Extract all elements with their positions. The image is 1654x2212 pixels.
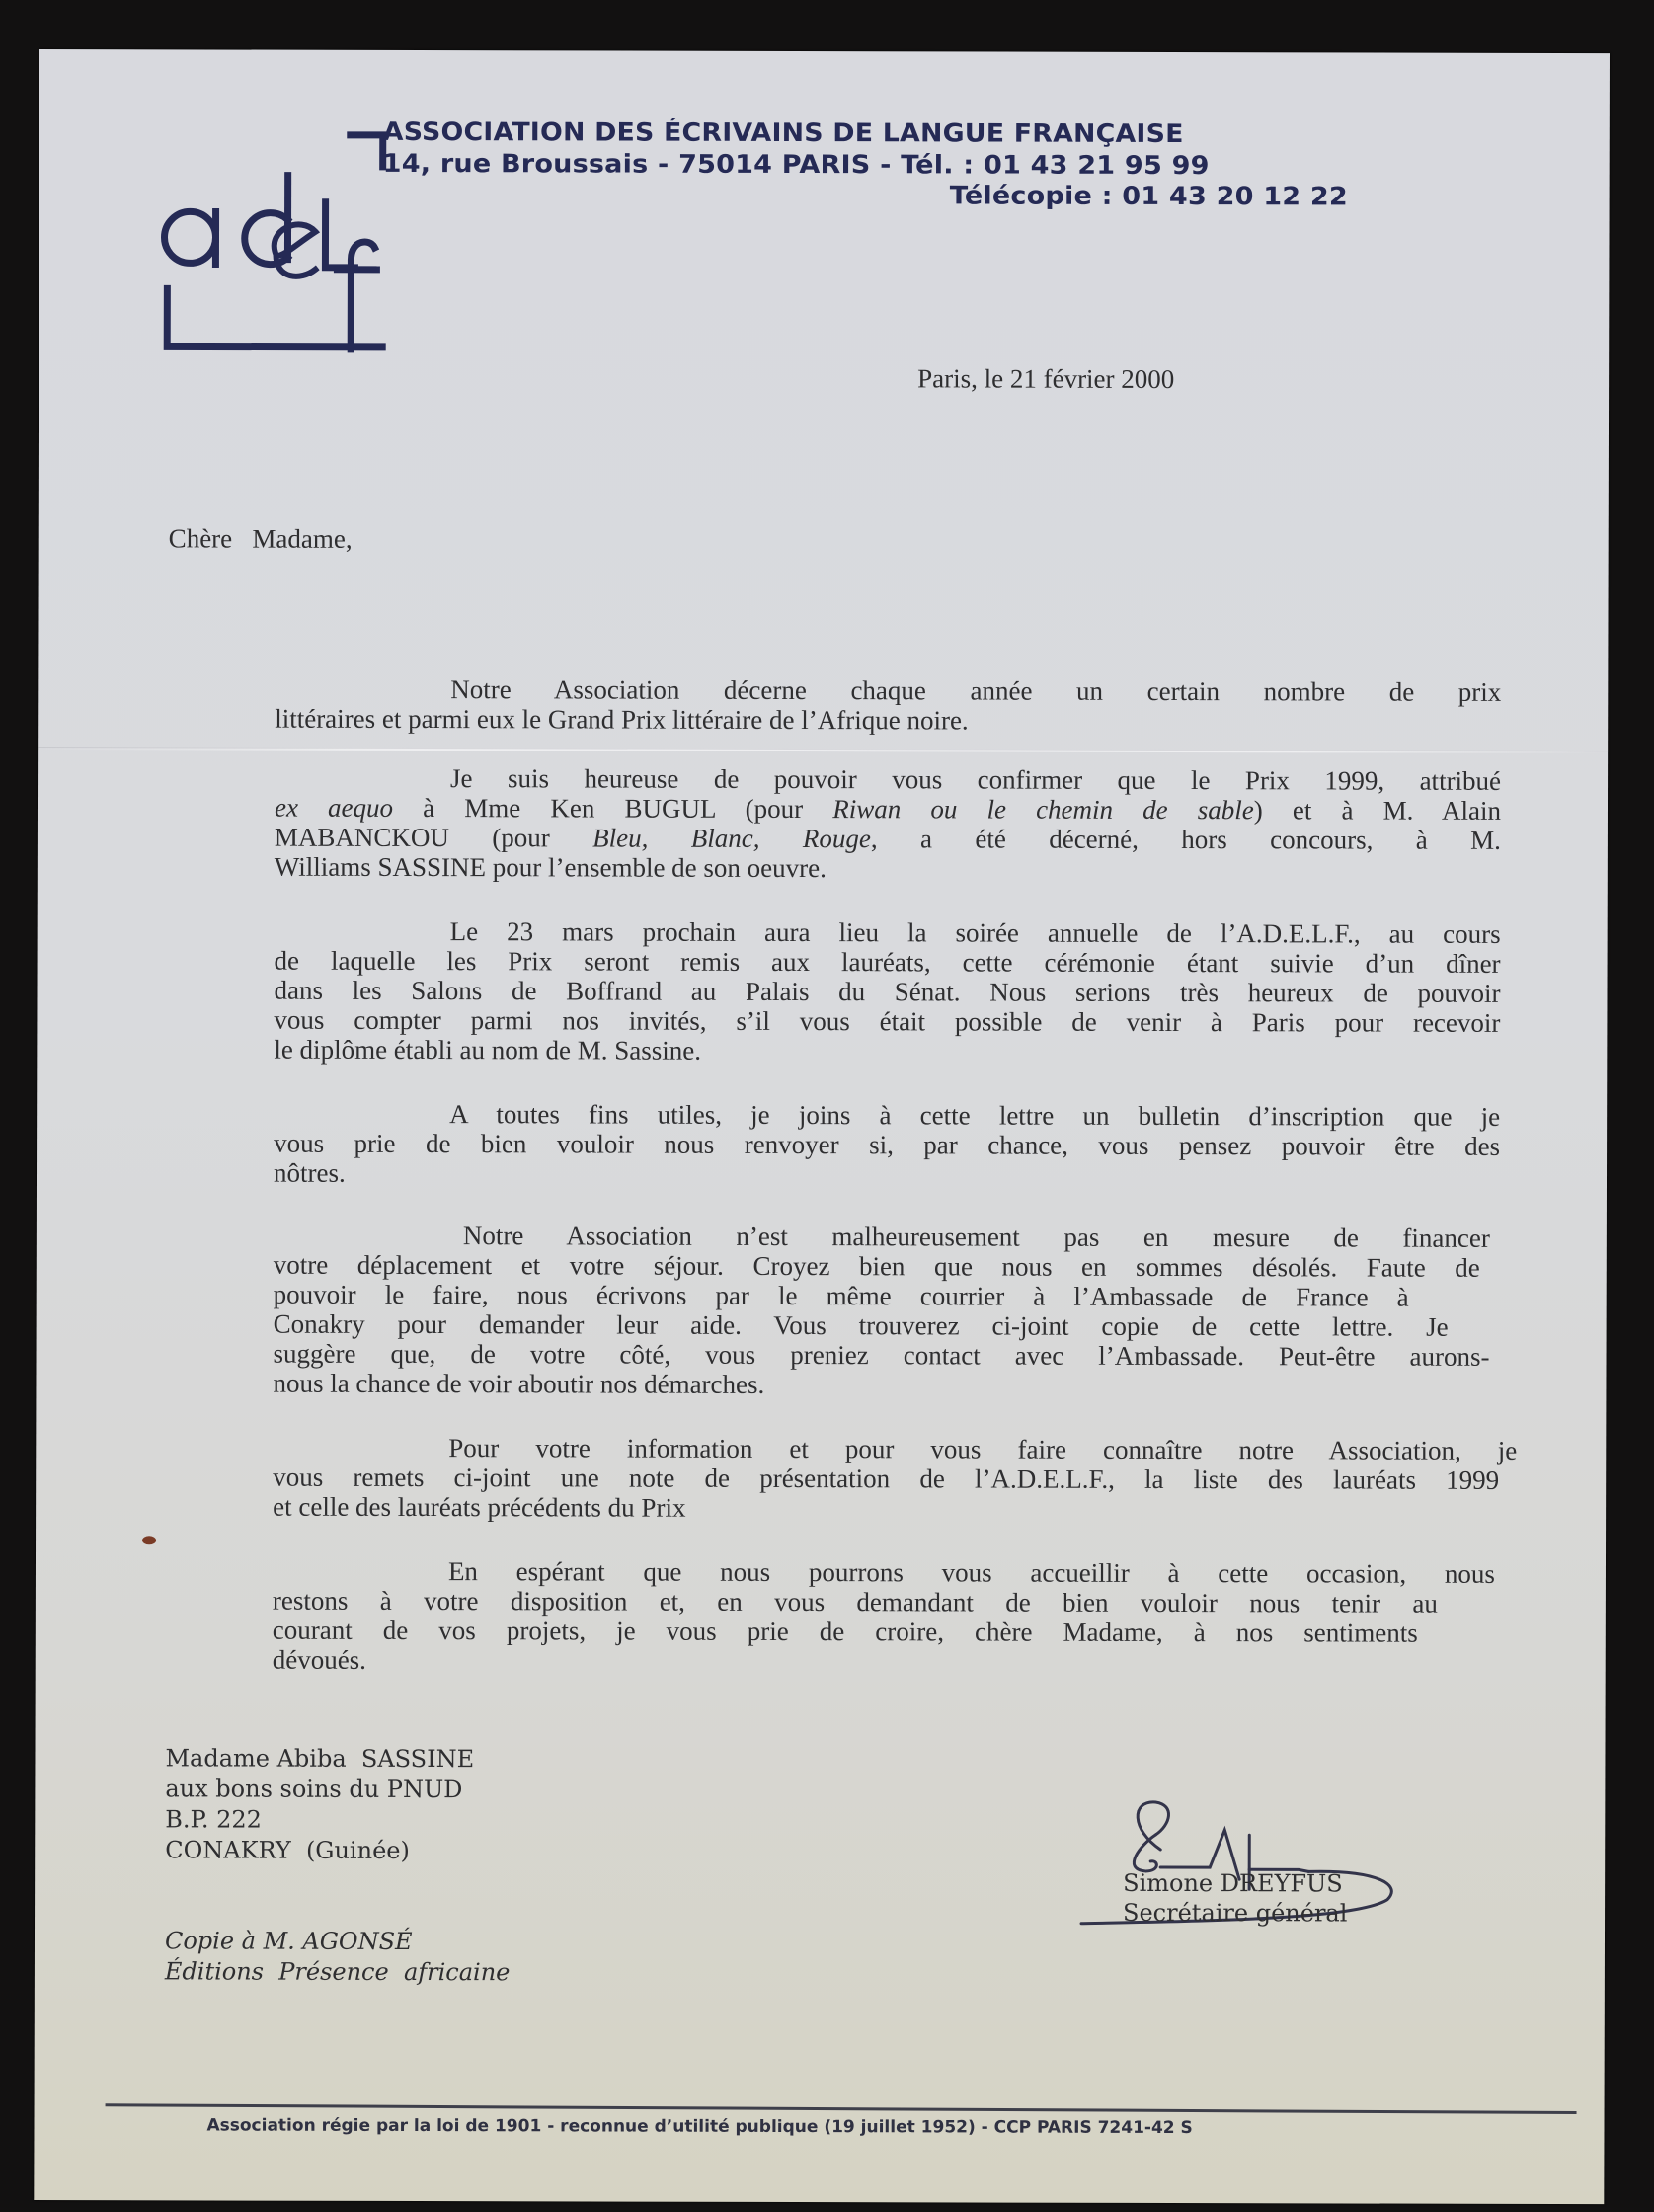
organization-fax: Télécopie : 01 43 20 12 22 xyxy=(949,181,1348,212)
paragraph-2-line-3: MABANCKOU (pour Bleu, Blanc, Rouge, a été décerné, hors concours, à M. xyxy=(274,822,1501,855)
paragraph-1-line-2: littéraires et parmi eux le Grand Prix littéraire de l’Afrique noire. xyxy=(275,703,969,736)
signatory-name: Simone DREYFUS xyxy=(1123,1868,1343,1898)
paragraph-7-line-3: courant de vos projets, je vous prie de croire, chère Madame, à nos sentiments xyxy=(272,1615,1418,1648)
paragraph-6-line-3: et celle des lauréats précédents du Prix xyxy=(273,1491,686,1523)
paragraph-3-line-2: de laquelle les Prix seront remis aux lauréats, cette cérémonie étant suivie d’un dîner xyxy=(274,945,1501,979)
italic-ex-aequo: ex aequo xyxy=(274,792,394,823)
paragraph-3-line-3: dans les Salons de Boffrand au Palais du Sénat. Nous serions très heureux de pouvoir xyxy=(274,975,1501,1008)
letter-page xyxy=(34,49,1610,2204)
italic-book-title-riwan: Riwan ou le chemin de sable xyxy=(832,794,1254,826)
paragraph-3-line-5: le diplôme établi au nom de M. Sassine. xyxy=(274,1034,702,1066)
paragraph-2-line-2: ex aequo à Mme Ken BUGUL (pour Riwan ou le chemin de sable) et à M. Alain xyxy=(274,792,1502,826)
recipient-care-of: aux bons soins du PNUD xyxy=(165,1775,463,1804)
paragraph-2-line-4: Williams SASSINE pour l’ensemble de son oeuvre. xyxy=(274,851,827,884)
paragraph-5-line-2: votre déplacement et votre séjour. Croyez bien que nous en sommes désolés. Faute de xyxy=(273,1249,1480,1283)
paragraph-6-line-2: vous remets ci-joint une note de présentation de l’A.D.E.L.F., la liste des lauréats 1999 xyxy=(273,1462,1500,1495)
paragraph-1-line-1: Notre Association décerne chaque année un certain nombre de prix xyxy=(450,674,1502,707)
paragraph-5-line-4: Conakry pour demander leur aide. Vous trouverez ci-joint copie de cette lettre. Je xyxy=(273,1308,1449,1342)
paragraph-6-line-1: Pour votre information et pour vous faire connaître notre Association, je xyxy=(448,1433,1518,1465)
letter-date: Paris, le 21 février 2000 xyxy=(917,363,1175,395)
organization-address-phone: 14, rue Broussais - 75014 PARIS - Tél. : 01 43 21 95 99 xyxy=(382,148,1210,182)
copy-to-publisher: Éditions Présence africaine xyxy=(164,1957,511,1987)
paragraph-5-line-5: suggère que, de votre côté, vous preniez contact avec l’Ambassade. Peut-être aurons- xyxy=(273,1338,1490,1372)
paragraph-7-line-2: restons à votre disposition et, en vous demandant de bien vouloir nous tenir au xyxy=(272,1585,1438,1619)
paper-fold-line xyxy=(38,747,1608,753)
footer-divider xyxy=(106,2103,1577,2114)
salutation: Chère Madame, xyxy=(168,523,353,554)
paragraph-7-line-4: dévoués. xyxy=(272,1644,367,1675)
paragraph-4-line-2: vous prie de bien vouloir nous renvoyer si, par chance, vous pensez pouvoir être des xyxy=(274,1128,1501,1161)
paragraph-5-line-6: nous la chance de voir aboutir nos démarches. xyxy=(273,1368,765,1399)
paragraph-7-line-1: En espérant que nous pourrons vous accueillir à cette occasion, nous xyxy=(447,1556,1496,1589)
signatory-title: Secrétaire général xyxy=(1123,1898,1348,1928)
paragraph-5-line-1: Notre Association n’est malheureusement pas en mesure de financer xyxy=(462,1221,1490,1253)
organization-name: ASSOCIATION DES ÉCRIVAINS DE LANGUE FRANÇAISE xyxy=(382,117,1184,150)
paragraph-3-line-4: vous compter parmi nos invités, s’il vous était possible de venir à Paris pour recevoir xyxy=(274,1004,1501,1038)
ink-stain xyxy=(142,1536,156,1544)
copy-to-line: Copie à M. AGONSÉ xyxy=(164,1927,413,1955)
paragraph-4-line-3: nôtres. xyxy=(273,1157,346,1188)
recipient-city: CONAKRY (Guinée) xyxy=(165,1836,410,1864)
paragraph-2-line-1: Je suis heureuse de pouvoir vous confirmer que le Prix 1999, attribué xyxy=(450,763,1502,796)
paragraph-4-line-1: A toutes fins utiles, je joins à cette lettre un bulletin d’inscription que je xyxy=(449,1099,1501,1132)
italic-book-title-bleu-blanc-rouge: Bleu, Blanc, Rouge xyxy=(592,823,871,854)
recipient-name: Madame Abiba SASSINE xyxy=(165,1744,475,1774)
adelf-logo-icon xyxy=(118,120,395,368)
paragraph-3-line-1: Le 23 mars prochain aura lieu la soirée annuelle de l’A.D.E.L.F., au cours xyxy=(449,916,1501,949)
recipient-po-box: B.P. 222 xyxy=(165,1805,262,1834)
paragraph-5-line-3: pouvoir le faire, nous écrivons par le même courrier à l’Ambassade de France à xyxy=(273,1279,1409,1312)
footer-legal-notice: Association régie par la loi de 1901 - reconnue d’utilité publique (19 juillet 1952) - CCP PARIS 7241-42 S xyxy=(206,2115,1193,2139)
